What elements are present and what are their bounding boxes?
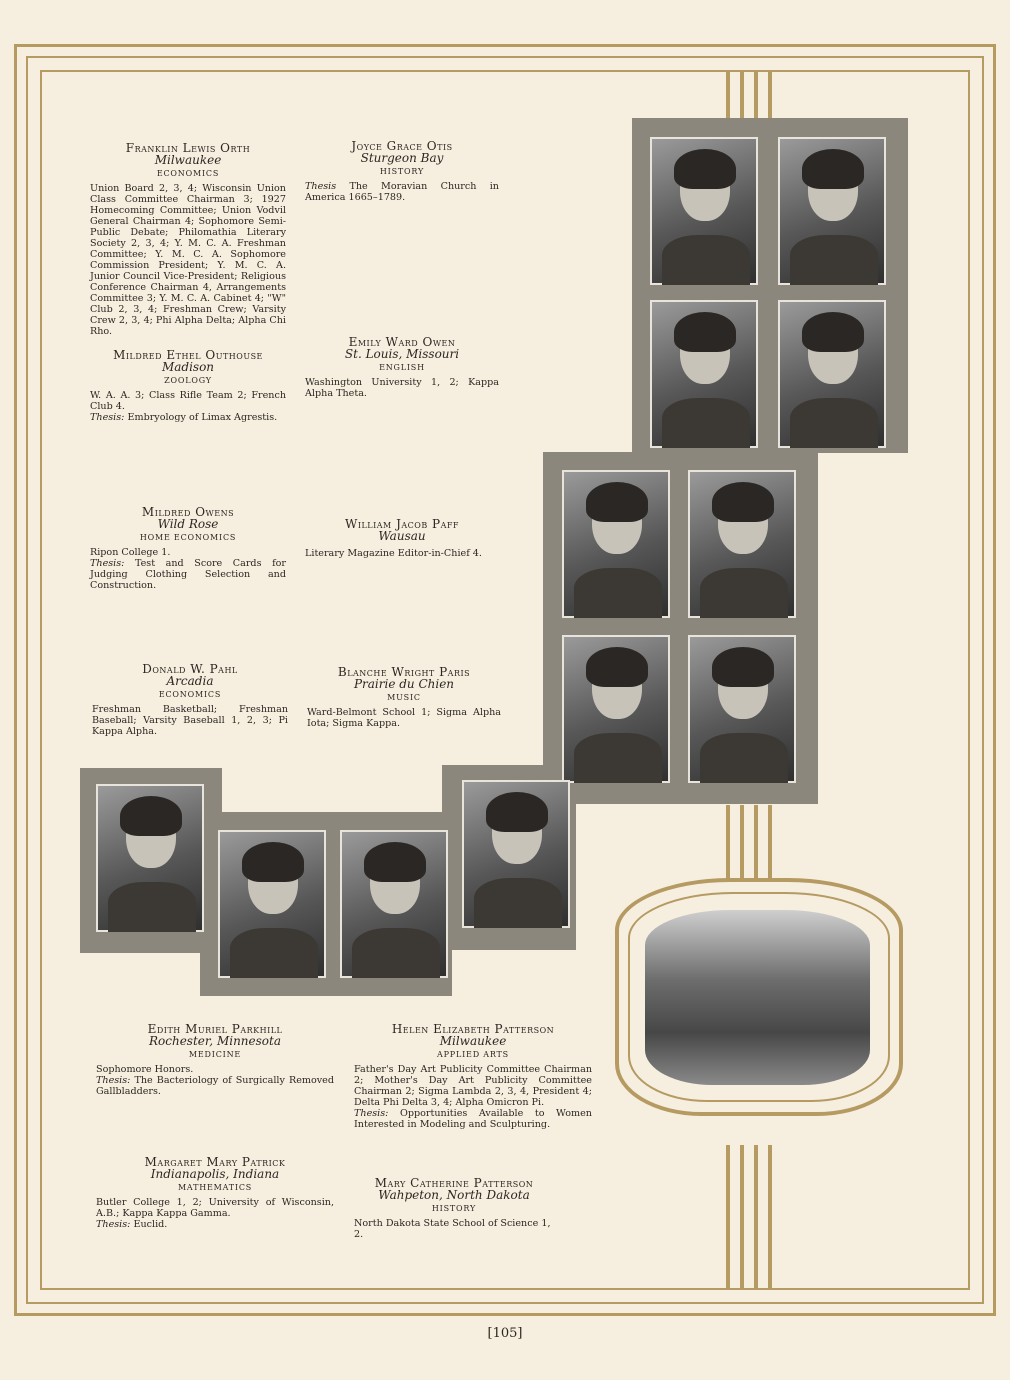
- student-activities: Sophomore Honors.: [96, 1064, 194, 1075]
- ornament-bar: [726, 70, 730, 120]
- portrait-owen: [778, 300, 886, 448]
- student-major: ECONOMICS: [158, 690, 222, 699]
- entry-helen-patterson: [354, 1024, 592, 1130]
- ornament-bar: [740, 805, 744, 880]
- ornament-bar: [754, 70, 758, 120]
- ornament-bar: [768, 70, 772, 120]
- student-major: APPLIED ARTS: [437, 1050, 509, 1059]
- student-name: Joyce Grace Otis: [351, 139, 453, 153]
- portrait-helen-patterson: [218, 830, 326, 978]
- ornament-bar: [740, 70, 744, 120]
- student-major: MEDICINE: [188, 1050, 242, 1059]
- student-major: ECONOMICS: [156, 169, 220, 178]
- student-city: Milwaukee: [154, 153, 222, 167]
- student-name: Mary Catherine Patterson: [374, 1176, 534, 1190]
- student-activities: Butler College 1, 2; University of Wisconsin, A.B.; Kappa Kappa Gamma.: [96, 1197, 334, 1219]
- student-major: HISTORY: [431, 1204, 477, 1213]
- student-city: Milwaukee: [439, 1034, 507, 1048]
- student-name: Blanche Wright Paris: [337, 665, 471, 679]
- student-activities: Literary Magazine Editor-in-Chief 4.: [305, 548, 482, 559]
- student-activities: W. A. A. 3; Class Rifle Team 2; French Club 4.: [90, 390, 286, 412]
- student-name: Donald W. Pahl: [142, 662, 238, 676]
- ornament-bar: [726, 805, 730, 880]
- student-name: William Jacob Paff: [345, 517, 459, 531]
- student-activities: Freshman Basketball; Freshman Baseball; Varsity Baseball 1, 2, 3; Pi Kappa Alpha.: [92, 704, 288, 737]
- student-major: ZOOLOGY: [164, 376, 212, 385]
- student-city: Wausau: [378, 529, 426, 543]
- student-activities: North Dakota State School of Science 1, 2.: [354, 1218, 551, 1240]
- portrait-outhouse: [650, 300, 758, 448]
- entry-mary-patterson: [354, 1178, 554, 1240]
- student-city: Rochester, Minnesota: [149, 1034, 281, 1048]
- student-name: Mildred Ethel Outhouse: [113, 348, 263, 362]
- entry-parkhill: [96, 1024, 334, 1097]
- portrait-mary-patterson: [462, 780, 570, 928]
- student-city: Wahpeton, North Dakota: [378, 1188, 530, 1202]
- student-name: Franklin Lewis Orth: [125, 141, 251, 155]
- portrait-paris: [688, 635, 796, 783]
- student-major: ENGLISH: [379, 363, 425, 372]
- entry-paris: [307, 667, 501, 729]
- student-major: HOME ECONOMICS: [139, 533, 237, 542]
- student-name: Helen Elizabeth Patterson: [391, 1022, 555, 1036]
- entry-outhouse: [90, 350, 286, 423]
- student-activities: Ripon College 1.: [90, 547, 171, 558]
- portrait-pahl: [562, 635, 670, 783]
- ornament-bar: [768, 1145, 772, 1290]
- entry-owens: [90, 507, 286, 591]
- student-thesis: Thesis: The Bacteriology of Surgically Removed Gallbladders.: [96, 1075, 334, 1097]
- ornament-bar: [754, 805, 758, 880]
- portrait-orth: [650, 137, 758, 285]
- student-thesis: Thesis: Embryology of Limax Agrestis.: [90, 412, 278, 423]
- student-thesis: Thesis: Test and Score Cards for Judging Clothing Selection and Construction.: [90, 558, 286, 591]
- student-city: Madison: [161, 360, 215, 374]
- ornament-bar: [740, 1145, 744, 1290]
- student-name: Emily Ward Owen: [348, 335, 456, 349]
- entry-orth: [90, 143, 286, 337]
- ornament-bar: [726, 1145, 730, 1290]
- student-major: MATHEMATICS: [177, 1183, 253, 1192]
- student-city: Wild Rose: [157, 517, 219, 531]
- student-city: Sturgeon Bay: [360, 151, 444, 165]
- entry-patrick: [96, 1157, 334, 1230]
- student-major: HISTORY: [379, 167, 425, 176]
- ornament-bar: [754, 1145, 758, 1290]
- entry-pahl: [92, 664, 288, 737]
- student-city: St. Louis, Missouri: [344, 347, 460, 361]
- student-major: MUSIC: [387, 693, 421, 702]
- ornament-bar: [768, 805, 772, 880]
- portrait-parkhill: [96, 784, 204, 932]
- entry-owen: [305, 337, 499, 399]
- student-name: Margaret Mary Patrick: [144, 1155, 286, 1169]
- landscape-photo: [645, 910, 870, 1085]
- student-name: Edith Muriel Parkhill: [147, 1022, 283, 1036]
- entry-otis: [305, 141, 499, 203]
- student-activities: Washington University 1, 2; Kappa Alpha Theta.: [305, 377, 499, 399]
- student-thesis: Thesis The Moravian Church in America 1665–1789.: [305, 181, 499, 203]
- page-number: [105]: [487, 1326, 523, 1341]
- student-thesis: Thesis: Opportunities Available to Women Interested in Modeling and Sculpturing.: [354, 1108, 592, 1130]
- portrait-otis: [778, 137, 886, 285]
- student-activities: Father's Day Art Publicity Committee Chairman 2; Mother's Day Art Publicity Committee Chairman 2; Sigma Lambda 2, 3, 4, President 4; Delta Phi Delta 3, 4; Alpha Omicron Pi.: [354, 1064, 592, 1108]
- portrait-patrick: [340, 830, 448, 978]
- student-city: Prairie du Chien: [353, 677, 455, 691]
- student-activities: Ward-Belmont School 1; Sigma Alpha Iota; Sigma Kappa.: [307, 707, 501, 729]
- student-city: Indianapolis, Indiana: [150, 1167, 280, 1181]
- student-thesis: Thesis: Euclid.: [96, 1219, 168, 1230]
- student-city: Arcadia: [166, 674, 214, 688]
- portrait-paff: [688, 470, 796, 618]
- entry-paff: [305, 519, 499, 559]
- portrait-owens: [562, 470, 670, 618]
- student-name: Mildred Owens: [141, 505, 235, 519]
- student-activities: Union Board 2, 3, 4; Wisconsin Union Class Committee Chairman 3; 1927 Homecoming Committee; Union Vodvil General Chairman 4; Sophomore Semi-Public Debate; Philomathia Literary Society 2, 3, 4; Y. M. C. A. Freshman Committee; Y. M. C. A. Sophomore Commission President; Y. M. C. A. Junior Council Vice-President; Religious Conference Chairman 4, Arrangements Committee 3; Y. M. C. A. Cabinet 4; "W" Club 2, 3, 4; Freshman Crew; Varsity Crew 2, 3, 4; Phi Alpha Delta; Alpha Chi Rho.: [90, 183, 286, 337]
